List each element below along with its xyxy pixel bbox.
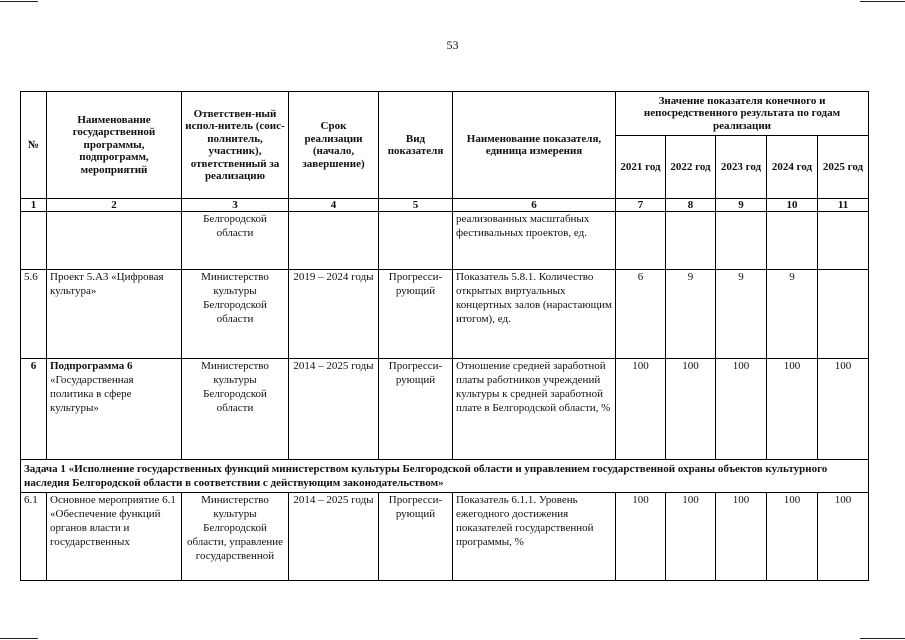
row-name: Проект 5.А3 «Цифровая культура» (47, 270, 182, 359)
row-term (289, 212, 379, 270)
subprogram-title: Подпрограмма 6 (50, 360, 133, 372)
header-row-1 (21, 92, 869, 136)
col-number: 5 (379, 199, 453, 212)
row-kind: Прогресси-рующий (379, 493, 453, 581)
row-value-2022: 100 (666, 359, 716, 460)
row-value-2023: 9 (716, 270, 767, 359)
row-num: 5.6 (21, 270, 47, 359)
col-number: 8 (666, 199, 716, 212)
row-kind: Прогресси-рующий (379, 359, 453, 460)
row-value-2021: 100 (616, 359, 666, 460)
row-indicator: Показатель 5.8.1. Количество открытых виртуальных концертных залов (нарастающим итогом), ед. (453, 270, 616, 359)
header-name: Наименование государственной программы, подпрограмм, мероприятий (47, 92, 182, 199)
row-value-2023: 100 (716, 359, 767, 460)
row-value-2021: 100 (616, 493, 666, 581)
row-value-2024: 9 (767, 270, 818, 359)
col-number: 2 (47, 199, 182, 212)
table-row (21, 493, 869, 581)
task-row (21, 460, 869, 493)
indicators-table (20, 91, 869, 581)
header-year-2021: 2021 год (616, 136, 666, 199)
col-number: 6 (453, 199, 616, 212)
row-indicator: Отношение средней заработной платы работников учреждений культуры к средней заработной плате в Белгородской области, % (453, 359, 616, 460)
row-kind (379, 212, 453, 270)
header-values-group: Значение показателя конечного и непосредственного результата по годам реализации (616, 92, 869, 136)
row-term: 2014 – 2025 годы (289, 359, 379, 460)
row-kind: Прогресси-рующий (379, 270, 453, 359)
table-row (21, 359, 869, 460)
top-edge-line-left (0, 1, 38, 2)
table-row (21, 212, 869, 270)
page-number: 53 (446, 38, 459, 52)
row-indicator: реализованных масштабных фестивальных проектов, ед. (453, 212, 616, 270)
row-name (47, 359, 182, 460)
row-responsible: Министерство культуры Белгородской области (182, 359, 289, 460)
header-num: № (21, 92, 47, 199)
bottom-edge-line-right (860, 638, 905, 639)
row-value-2023: 100 (716, 493, 767, 581)
row-responsible: Министерство культуры Белгородской области, управление государственной (182, 493, 289, 581)
col-number: 3 (182, 199, 289, 212)
row-value-2025: 100 (818, 493, 869, 581)
row-term: 2014 – 2025 годы (289, 493, 379, 581)
col-number: 1 (21, 199, 47, 212)
row-num (21, 212, 47, 270)
row-num: 6 (21, 359, 47, 460)
col-number: 4 (289, 199, 379, 212)
row-num: 6.1 (21, 493, 47, 581)
row-value-2025 (818, 270, 869, 359)
row-value-2021 (616, 212, 666, 270)
header-year-2023: 2023 год (716, 136, 767, 199)
header-term: Срок реализации (начало, завершение) (289, 92, 379, 199)
col-number: 11 (818, 199, 869, 212)
row-value-2024: 100 (767, 359, 818, 460)
task-text: Задача 1 «Исполнение государственных функций министерством культуры Белгородской области и управлением государственной охраны объектов культурного наследия Белгородской области в соответствии с действующим законодательством» (21, 460, 869, 493)
row-value-2023 (716, 212, 767, 270)
row-responsible: Белгородской области (182, 212, 289, 270)
row-value-2025 (818, 212, 869, 270)
row-value-2025: 100 (818, 359, 869, 460)
bottom-edge-line-left (0, 638, 38, 639)
row-name: Основное мероприятие 6.1 «Обеспечение функций органов власти и государственных (47, 493, 182, 581)
col-number: 10 (767, 199, 818, 212)
header-year-2025: 2025 год (818, 136, 869, 199)
header-year-2022: 2022 год (666, 136, 716, 199)
row-indicator: Показатель 6.1.1. Уровень ежегодного достижения показателей государственной программы, % (453, 493, 616, 581)
column-numbers-row (21, 199, 869, 212)
header-indicator: Наименование показателя, единица измерения (453, 92, 616, 199)
header-year-2024: 2024 год (767, 136, 818, 199)
table-row (21, 270, 869, 359)
row-value-2022 (666, 212, 716, 270)
row-responsible: Министерство культуры Белгородской области (182, 270, 289, 359)
row-value-2024: 100 (767, 493, 818, 581)
subprogram-name: «Государственная политика в сфере культуры» (50, 374, 134, 414)
col-number: 7 (616, 199, 666, 212)
top-edge-line-right (860, 1, 905, 2)
row-value-2021: 6 (616, 270, 666, 359)
row-value-2024 (767, 212, 818, 270)
header-responsible: Ответствен-ный испол-нитель (соис-полнитель, участник), ответственный за реализацию (182, 92, 289, 199)
header-kind: Вид показателя (379, 92, 453, 199)
row-value-2022: 100 (666, 493, 716, 581)
row-name (47, 212, 182, 270)
row-term: 2019 – 2024 годы (289, 270, 379, 359)
col-number: 9 (716, 199, 767, 212)
row-value-2022: 9 (666, 270, 716, 359)
